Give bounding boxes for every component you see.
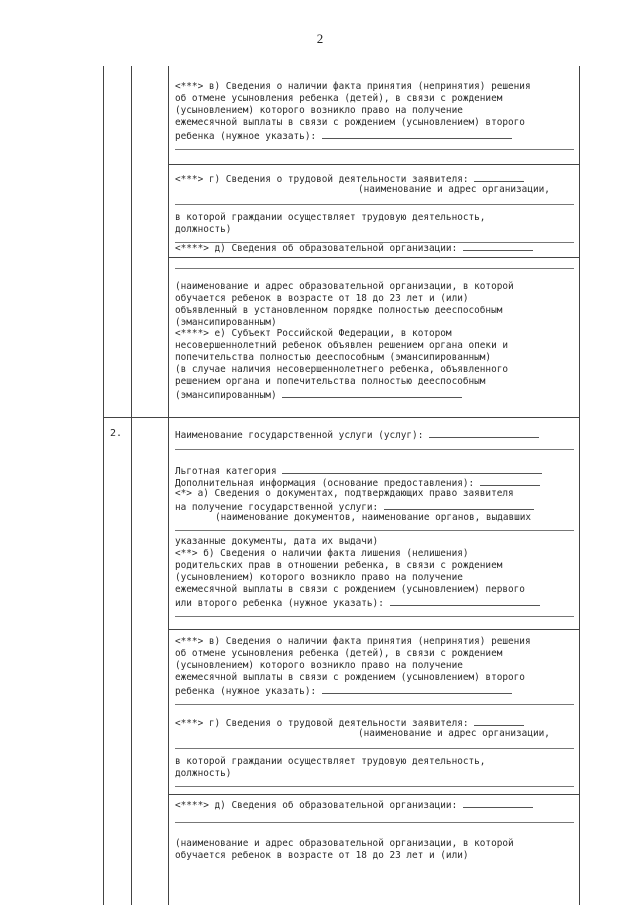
- text-line: <*> а) Сведения о документах, подтверждающих право заявителя: [175, 488, 514, 499]
- text-line: [175, 428, 574, 441]
- section-separator: [168, 629, 579, 630]
- text-line: должность): [175, 768, 232, 779]
- text-line: (наименование и адрес образовательной организации, в которой: [175, 281, 514, 292]
- text-line: ежемесячной выплаты в связи с рождением (усыновлением) первого: [175, 584, 525, 595]
- text-fragment: ребенка (нужное указать):: [175, 686, 317, 697]
- text-line: (эмансипированным): [175, 317, 277, 328]
- fill-in-blank[interactable]: [175, 704, 574, 705]
- text-fragment: или второго ребенка (нужное указать):: [175, 598, 384, 609]
- text-line: (усыновлением) которого возникло право на получение: [175, 572, 463, 583]
- text-line: должность): [175, 224, 232, 235]
- section-separator: [168, 164, 579, 165]
- fill-in-blank[interactable]: [463, 241, 533, 251]
- fill-in-blank[interactable]: [474, 716, 524, 726]
- text-line: (наименование документов, наименование органов, выдавших: [215, 512, 532, 523]
- text-line: [175, 596, 574, 609]
- fill-in-blank[interactable]: [175, 822, 574, 823]
- fill-in-blank[interactable]: [282, 464, 542, 474]
- fill-in-blank[interactable]: [175, 204, 574, 205]
- text-line: (усыновлением) которого возникло право на получение: [175, 105, 463, 116]
- text-line: <***> в) Сведения о наличии факта принятия (непринятия) решения: [175, 636, 531, 647]
- text-line: [175, 798, 574, 811]
- text-line: обучается ребенок в возрасте от 18 до 23 лет и (или): [175, 293, 469, 304]
- fill-in-blank[interactable]: [175, 149, 574, 150]
- text-line: <****> е) Субъект Российской Федерации, в котором: [175, 328, 452, 339]
- text-fragment: <****> д) Сведения об образовательной организации:: [175, 243, 458, 254]
- table-col-divider-2: [168, 66, 169, 905]
- table-left-border: [103, 66, 104, 905]
- text-line: обучается ребенок в возрасте от 18 до 23 лет и (или): [175, 850, 469, 861]
- fill-in-blank[interactable]: [474, 172, 524, 182]
- row-number: 2.: [110, 428, 123, 439]
- section-separator: [168, 794, 579, 795]
- text-line: родительских прав в отношении ребенка, в связи с рождением: [175, 560, 503, 571]
- text-line: <**> б) Сведения о наличии факта лишения (нелишения): [175, 548, 469, 559]
- text-line: решением органа и попечительства полностью дееспособным: [175, 376, 486, 387]
- fill-in-blank[interactable]: [282, 388, 462, 398]
- fill-in-blank[interactable]: [322, 129, 512, 139]
- text-line: несовершеннолетний ребенок объявлен решением органа опеки и: [175, 340, 509, 351]
- text-line: в которой граждании осуществляет трудовую деятельность,: [175, 756, 486, 767]
- table-row-separator: [103, 417, 580, 418]
- text-line: ежемесячной выплаты в связи с рождением (усыновлением) второго: [175, 672, 525, 683]
- section-separator: [168, 257, 579, 258]
- fill-in-blank[interactable]: [390, 596, 540, 606]
- fill-in-blank[interactable]: [175, 449, 574, 450]
- fill-in-blank[interactable]: [480, 476, 540, 486]
- text-line: (усыновлением) которого возникло право на получение: [175, 660, 463, 671]
- text-fragment: ребенка (нужное указать):: [175, 131, 317, 142]
- text-fragment: <***> г) Сведения о трудовой деятельности заявителя:: [175, 718, 469, 729]
- text-line: попечительства полностью дееспособным (эмансипированным): [175, 352, 492, 363]
- text-line: (наименование и адрес организации,: [358, 728, 550, 739]
- fill-in-blank[interactable]: [429, 428, 539, 438]
- text-line: [175, 684, 574, 697]
- text-fragment: Льготная категория: [175, 466, 277, 477]
- table-right-border: [579, 66, 580, 905]
- fill-in-blank[interactable]: [175, 530, 574, 531]
- text-line: объявленный в установленном порядке полностью дееспособным: [175, 305, 503, 316]
- table-col-divider-1: [131, 66, 132, 905]
- fill-in-blank[interactable]: [175, 786, 574, 787]
- text-line: ежемесячной выплаты в связи с рождением (усыновлением) второго: [175, 117, 525, 128]
- fill-in-blank[interactable]: [322, 684, 512, 694]
- text-fragment: (эмансипированным): [175, 390, 277, 401]
- text-fragment: Наименование государственной услуги (услуг):: [175, 430, 424, 441]
- text-line: об отмене усыновления ребенка (детей), в связи с рождением: [175, 648, 503, 659]
- fill-in-blank[interactable]: [463, 798, 533, 808]
- text-fragment: <***> г) Сведения о трудовой деятельности заявителя:: [175, 174, 469, 185]
- text-fragment: Дополнительная информация (основание предоставления):: [175, 478, 475, 489]
- text-line: указанные документы, дата их выдачи): [175, 536, 379, 547]
- page-number: 2: [316, 31, 324, 46]
- fill-in-blank[interactable]: [175, 616, 574, 617]
- text-line: (в случае наличия несовершеннолетнего ребенка, объявленного: [175, 364, 509, 375]
- fill-in-blank[interactable]: [175, 748, 574, 749]
- text-line: в которой граждании осуществляет трудовую деятельность,: [175, 212, 486, 223]
- text-fragment: на получение государственной услуги:: [175, 502, 379, 513]
- text-line: [175, 388, 574, 401]
- text-line: (наименование и адрес организации,: [358, 184, 550, 195]
- text-line: (наименование и адрес образовательной организации, в которой: [175, 838, 514, 849]
- text-line: [175, 129, 574, 142]
- text-line: <***> в) Сведения о наличии факта принятия (непринятия) решения: [175, 81, 531, 92]
- fill-in-blank[interactable]: [384, 500, 534, 510]
- text-line: об отмене усыновления ребенка (детей), в связи с рождением: [175, 93, 503, 104]
- text-line: [175, 241, 574, 254]
- text-fragment: <****> д) Сведения об образовательной организации:: [175, 800, 458, 811]
- fill-in-blank[interactable]: [175, 268, 574, 269]
